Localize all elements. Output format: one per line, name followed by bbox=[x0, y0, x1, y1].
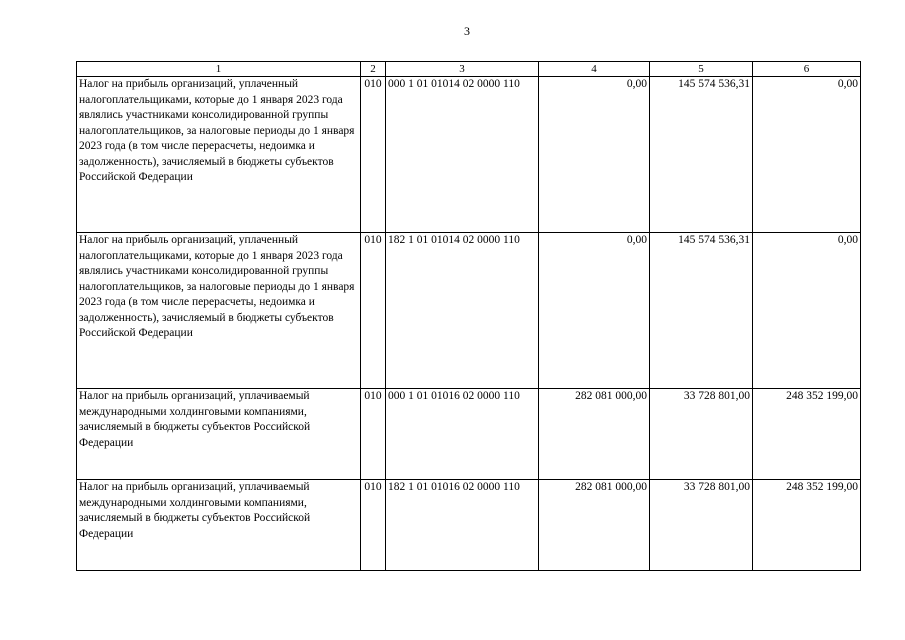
row-col4-value: 282 081 000,00 bbox=[539, 389, 650, 480]
header-col-4: 4 bbox=[539, 62, 650, 77]
row-name: Налог на прибыль организаций, уплачиваемый международными холдинговыми компаниями, зачисляемый в бюджеты субъектов Российской Федерации bbox=[77, 480, 361, 571]
table-row bbox=[77, 233, 861, 389]
page-number: 3 bbox=[464, 24, 470, 38]
row-line-code: 010 bbox=[361, 389, 386, 480]
header-col-3: 3 bbox=[386, 62, 539, 77]
row-col6-value: 0,00 bbox=[753, 233, 861, 389]
row-col5-value: 33 728 801,00 bbox=[650, 480, 753, 571]
row-col5-value: 33 728 801,00 bbox=[650, 389, 753, 480]
table-row bbox=[77, 389, 861, 480]
table-row bbox=[77, 77, 861, 233]
header-col-2: 2 bbox=[361, 62, 386, 77]
budget-report-table bbox=[76, 61, 861, 571]
table-header-row bbox=[77, 62, 861, 77]
header-col-1: 1 bbox=[77, 62, 361, 77]
row-line-code: 010 bbox=[361, 480, 386, 571]
row-col6-value: 248 352 199,00 bbox=[753, 389, 861, 480]
row-line-code: 010 bbox=[361, 77, 386, 233]
row-kbk-code: 000 1 01 01016 02 0000 110 bbox=[386, 389, 539, 480]
row-kbk-code: 000 1 01 01014 02 0000 110 bbox=[386, 77, 539, 233]
row-name: Налог на прибыль организаций, уплачиваемый международными холдинговыми компаниями, зачисляемый в бюджеты субъектов Российской Федерации bbox=[77, 389, 361, 480]
header-col-6: 6 bbox=[753, 62, 861, 77]
row-col6-value: 0,00 bbox=[753, 77, 861, 233]
row-name: Налог на прибыль организаций, уплаченный налогоплательщиками, которые до 1 января 2023 года являлись участниками консолидированной группы налогоплательщиков, за налоговые периоды до 1 января 2023 года (в том числе перерасчеты, недоимка и задолженность), зачисляемый в бюджеты субъектов Российской Федерации bbox=[77, 77, 361, 233]
row-name: Налог на прибыль организаций, уплаченный налогоплательщиками, которые до 1 января 2023 года являлись участниками консолидированной группы налогоплательщиков, за налоговые периоды до 1 января 2023 года (в том числе перерасчеты, недоимка и задолженность), зачисляемый в бюджеты субъектов Российской Федерации bbox=[77, 233, 361, 389]
row-col6-value: 248 352 199,00 bbox=[753, 480, 861, 571]
row-col5-value: 145 574 536,31 bbox=[650, 77, 753, 233]
table-row bbox=[77, 480, 861, 571]
row-kbk-code: 182 1 01 01016 02 0000 110 bbox=[386, 480, 539, 571]
row-kbk-code: 182 1 01 01014 02 0000 110 bbox=[386, 233, 539, 389]
header-col-5: 5 bbox=[650, 62, 753, 77]
row-col4-value: 282 081 000,00 bbox=[539, 480, 650, 571]
row-line-code: 010 bbox=[361, 233, 386, 389]
row-col5-value: 145 574 536,31 bbox=[650, 233, 753, 389]
row-col4-value: 0,00 bbox=[539, 233, 650, 389]
row-col4-value: 0,00 bbox=[539, 77, 650, 233]
